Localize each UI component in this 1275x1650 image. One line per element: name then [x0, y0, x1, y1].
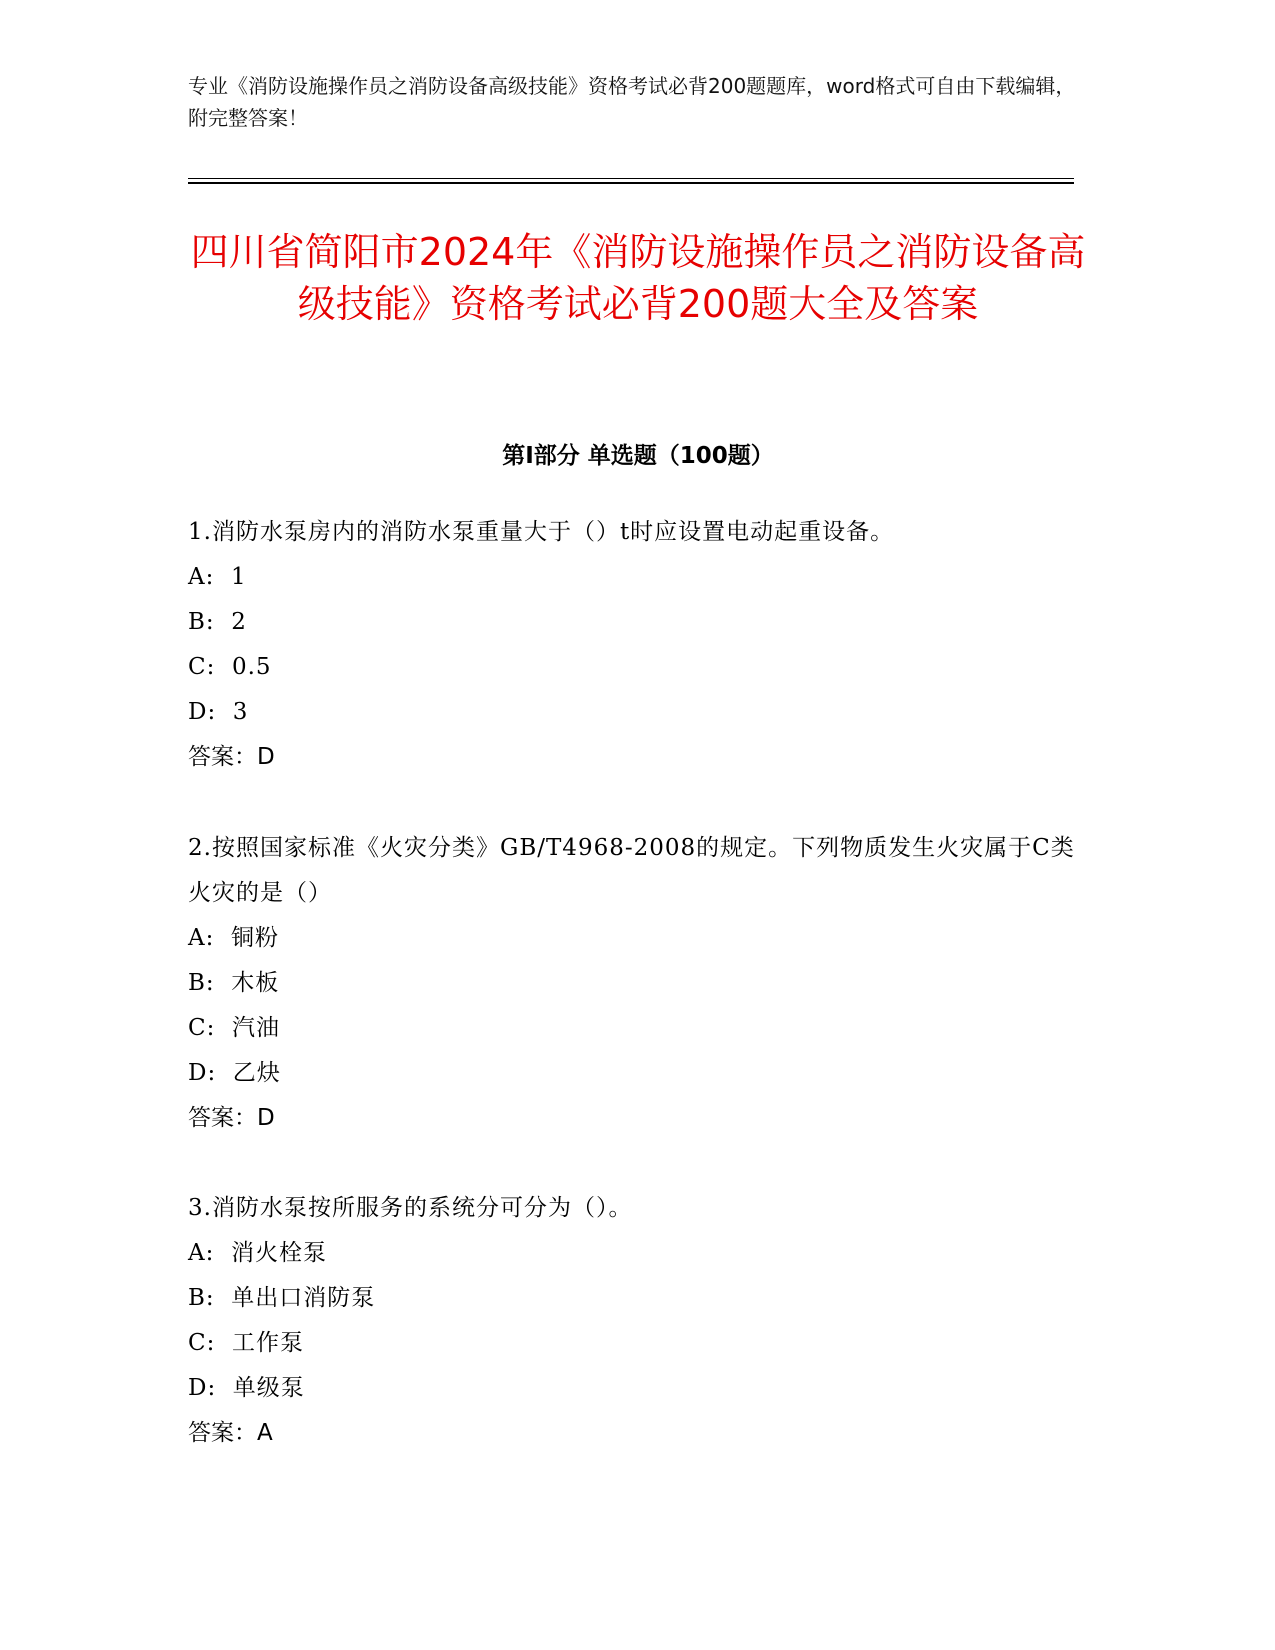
question-stem: 3.消防水泵按所服务的系统分可分为（）。 — [188, 1195, 633, 1221]
answer: 答案：D — [188, 744, 275, 770]
option-b: B: 2 — [188, 609, 247, 635]
header-note: 专业《消防设施操作员之消防设备高级技能》资格考试必背200题题库，word格式可自由下载编辑，附完整答案！ — [188, 74, 1076, 130]
option-d: D: 单级泵 — [188, 1375, 305, 1401]
document-title: 四川省简阳市2024年《消防设施操作员之消防设备高级技能》资格考试必背200题大全及答案 — [190, 230, 1086, 326]
option-d: D: 3 — [188, 699, 249, 725]
option-c: C: 0.5 — [188, 654, 272, 680]
question-1 — [188, 510, 1088, 780]
option-a: A: 1 — [188, 564, 247, 590]
header-divider-thin — [188, 178, 1074, 179]
option-a: A: 消火栓泵 — [188, 1240, 327, 1266]
option-b: B: 木板 — [188, 970, 280, 996]
question-3 — [188, 1186, 1088, 1456]
answer: 答案：A — [188, 1420, 273, 1446]
option-a: A: 铜粉 — [188, 925, 279, 951]
answer: 答案：D — [188, 1105, 275, 1131]
option-c: C: 工作泵 — [188, 1330, 304, 1356]
section-title: 第Ⅰ部分 单选题（100题） — [502, 443, 774, 469]
header-divider-thick — [188, 182, 1074, 184]
question-stem: 2.按照国家标准《火灾分类》GB/T4968-2008的规定。下列物质发生火灾属于C类火灾的是（） — [188, 835, 1075, 906]
question-stem: 1.消防水泵房内的消防水泵重量大于（）t时应设置电动起重设备。 — [188, 519, 895, 545]
option-b: B: 单出口消防泵 — [188, 1285, 376, 1311]
option-d: D: 乙炔 — [188, 1060, 281, 1086]
question-2 — [188, 826, 1088, 1141]
option-c: C: 汽油 — [188, 1015, 280, 1041]
